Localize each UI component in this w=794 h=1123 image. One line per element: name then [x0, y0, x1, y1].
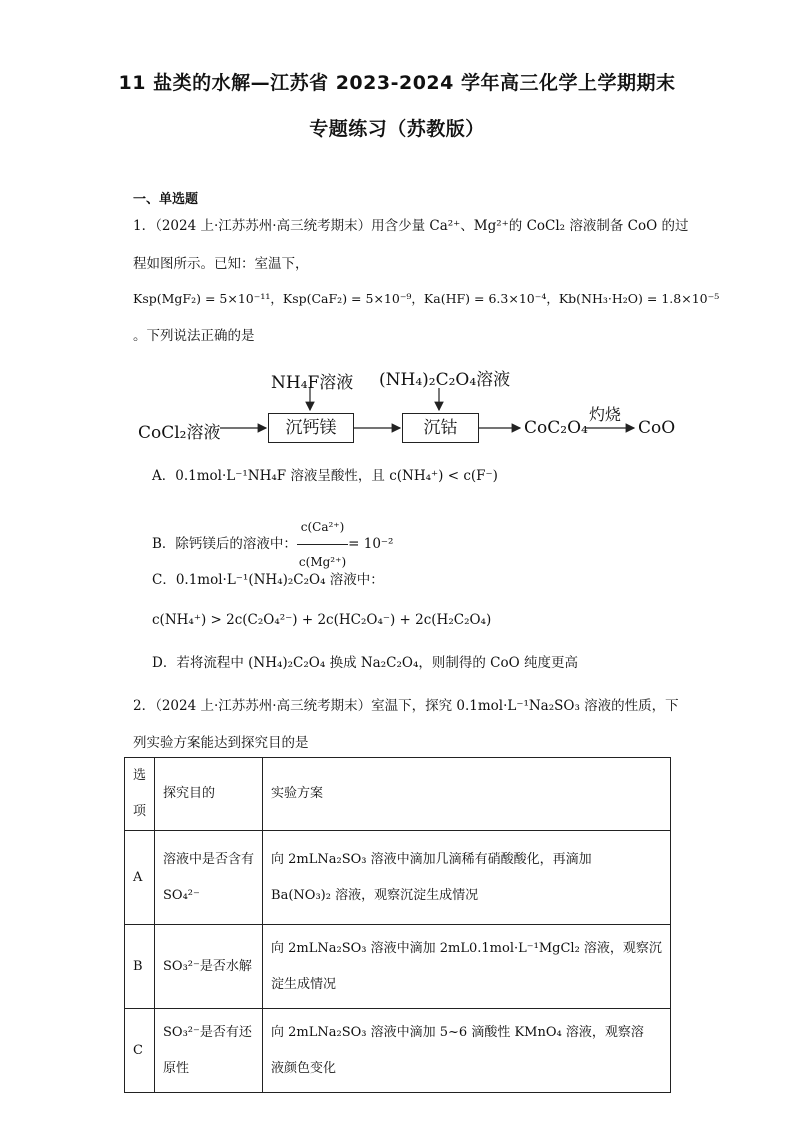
plan-line: Ba(NO₃)₂ 溶液，观察沉淀生成情况 [271, 887, 479, 903]
purpose-line: 原性 [163, 1060, 190, 1076]
plan-line: 淀生成情况 [271, 976, 337, 992]
table-row [125, 925, 671, 1009]
plan-line: 液颜色变化 [271, 1060, 337, 1076]
table-header-row [125, 758, 671, 831]
purpose-line: SO₄²⁻ [163, 887, 200, 903]
q1-option-b-suffix: = 10⁻² [348, 536, 394, 552]
flow-box-remove-ca-mg: 沉钙镁 [268, 413, 354, 443]
q1-option-b-fraction [297, 510, 348, 579]
flow-end-label: CoO [638, 418, 676, 438]
table-row [125, 831, 671, 925]
row-purpose [155, 1009, 263, 1093]
q1-stem-line1: 1．（2024 上·江苏苏州·高三统考期末）用含少量 Ca²⁺、Mg²⁺的 CoCl₂ 溶液制备 CoO 的过 [133, 218, 689, 234]
header-purpose: 探究目的 [155, 758, 263, 831]
header-option: 选项 [125, 758, 155, 831]
q1-option-b-prefix: B．除钙镁后的溶液中： [152, 536, 297, 552]
purpose-line: SO₃²⁻是否有还 [163, 1024, 252, 1040]
section-heading: 一、单选题 [133, 192, 199, 207]
flow-mid-label: CoC₂O₄ [524, 418, 588, 438]
plan-line: 向 2mLNa₂SO₃ 溶液中滴加 2mL0.1mol·L⁻¹MgCl₂ 溶液，观察沉 [271, 940, 662, 956]
q1-option-b [152, 510, 393, 579]
fraction-denominator: c(Mg²⁺) [298, 555, 347, 569]
plan-line: 向 2mLNa₂SO₃ 溶液中滴加 5~6 滴酸性 KMnO₄ 溶液，观察溶 [271, 1024, 644, 1040]
row-option: C [125, 1009, 155, 1093]
q2-options-table [124, 757, 671, 1093]
row-plan [263, 1009, 671, 1093]
flow-reagent2-label: (NH₄)₂C₂O₄溶液 [379, 370, 511, 390]
q1-stem-line2: 程如图所示。已知：室温下， [133, 256, 309, 272]
header-plan: 实验方案 [263, 758, 671, 831]
flow-arrows [0, 0, 794, 460]
flow-box-precipitate-co: 沉钴 [402, 413, 479, 443]
q1-option-c-line1: C．0.1mol·L⁻¹(NH₄)₂C₂O₄ 溶液中： [152, 572, 384, 588]
q1-option-d: D．若将流程中 (NH₄)₂C₂O₄ 换成 Na₂C₂O₄，则制得的 CoO 纯度更高 [152, 655, 578, 671]
flow-reagent1-label: NH₄F溶液 [271, 373, 354, 393]
row-option: B [125, 925, 155, 1009]
row-purpose [155, 831, 263, 925]
q1-stem-line4: 。下列说法正确的是 [133, 328, 255, 344]
q2-stem-line2: 列实验方案能达到探究目的是 [133, 735, 309, 751]
purpose-line: 溶液中是否含有 [163, 851, 255, 867]
purpose-line: SO₃²⁻是否水解 [163, 958, 252, 974]
q1-option-c-line2: c(NH₄⁺) > 2c(C₂O₄²⁻) + 2c(HC₂O₄⁻) + 2c(H₂C₂O₄) [152, 612, 492, 628]
q1-constants: Ksp(MgF₂) = 5×10⁻¹¹，Ksp(CaF₂) = 5×10⁻⁹，Ka(HF) = 6.3×10⁻⁴，Kb(NH₃·H₂O) = 1.8×10⁻⁵ [133, 291, 720, 306]
row-option: A [125, 831, 155, 925]
page-title-line1: 11 盐类的水解—江苏省 2023-2024 学年高三化学上学期期末 [118, 72, 676, 94]
row-plan [263, 831, 671, 925]
q2-stem-line1: 2．（2024 上·江苏苏州·高三统考期末）室温下，探究 0.1mol·L⁻¹Na₂SO₃ 溶液的性质，下 [133, 698, 679, 714]
table-row [125, 1009, 671, 1093]
q1-option-a: A．0.1mol·L⁻¹NH₄F 溶液呈酸性，且 c(NH₄⁺) < c(F⁻) [152, 468, 498, 484]
fraction-numerator: c(Ca²⁺) [297, 510, 348, 545]
flow-start-label: CoCl₂溶液 [138, 423, 221, 443]
page-title-line2: 专题练习（苏教版） [309, 118, 485, 140]
flow-arrow-label: 灼烧 [589, 405, 622, 424]
row-purpose [155, 925, 263, 1009]
row-plan [263, 925, 671, 1009]
plan-line: 向 2mLNa₂SO₃ 溶液中滴加几滴稀有硝酸酸化，再滴加 [271, 851, 592, 867]
